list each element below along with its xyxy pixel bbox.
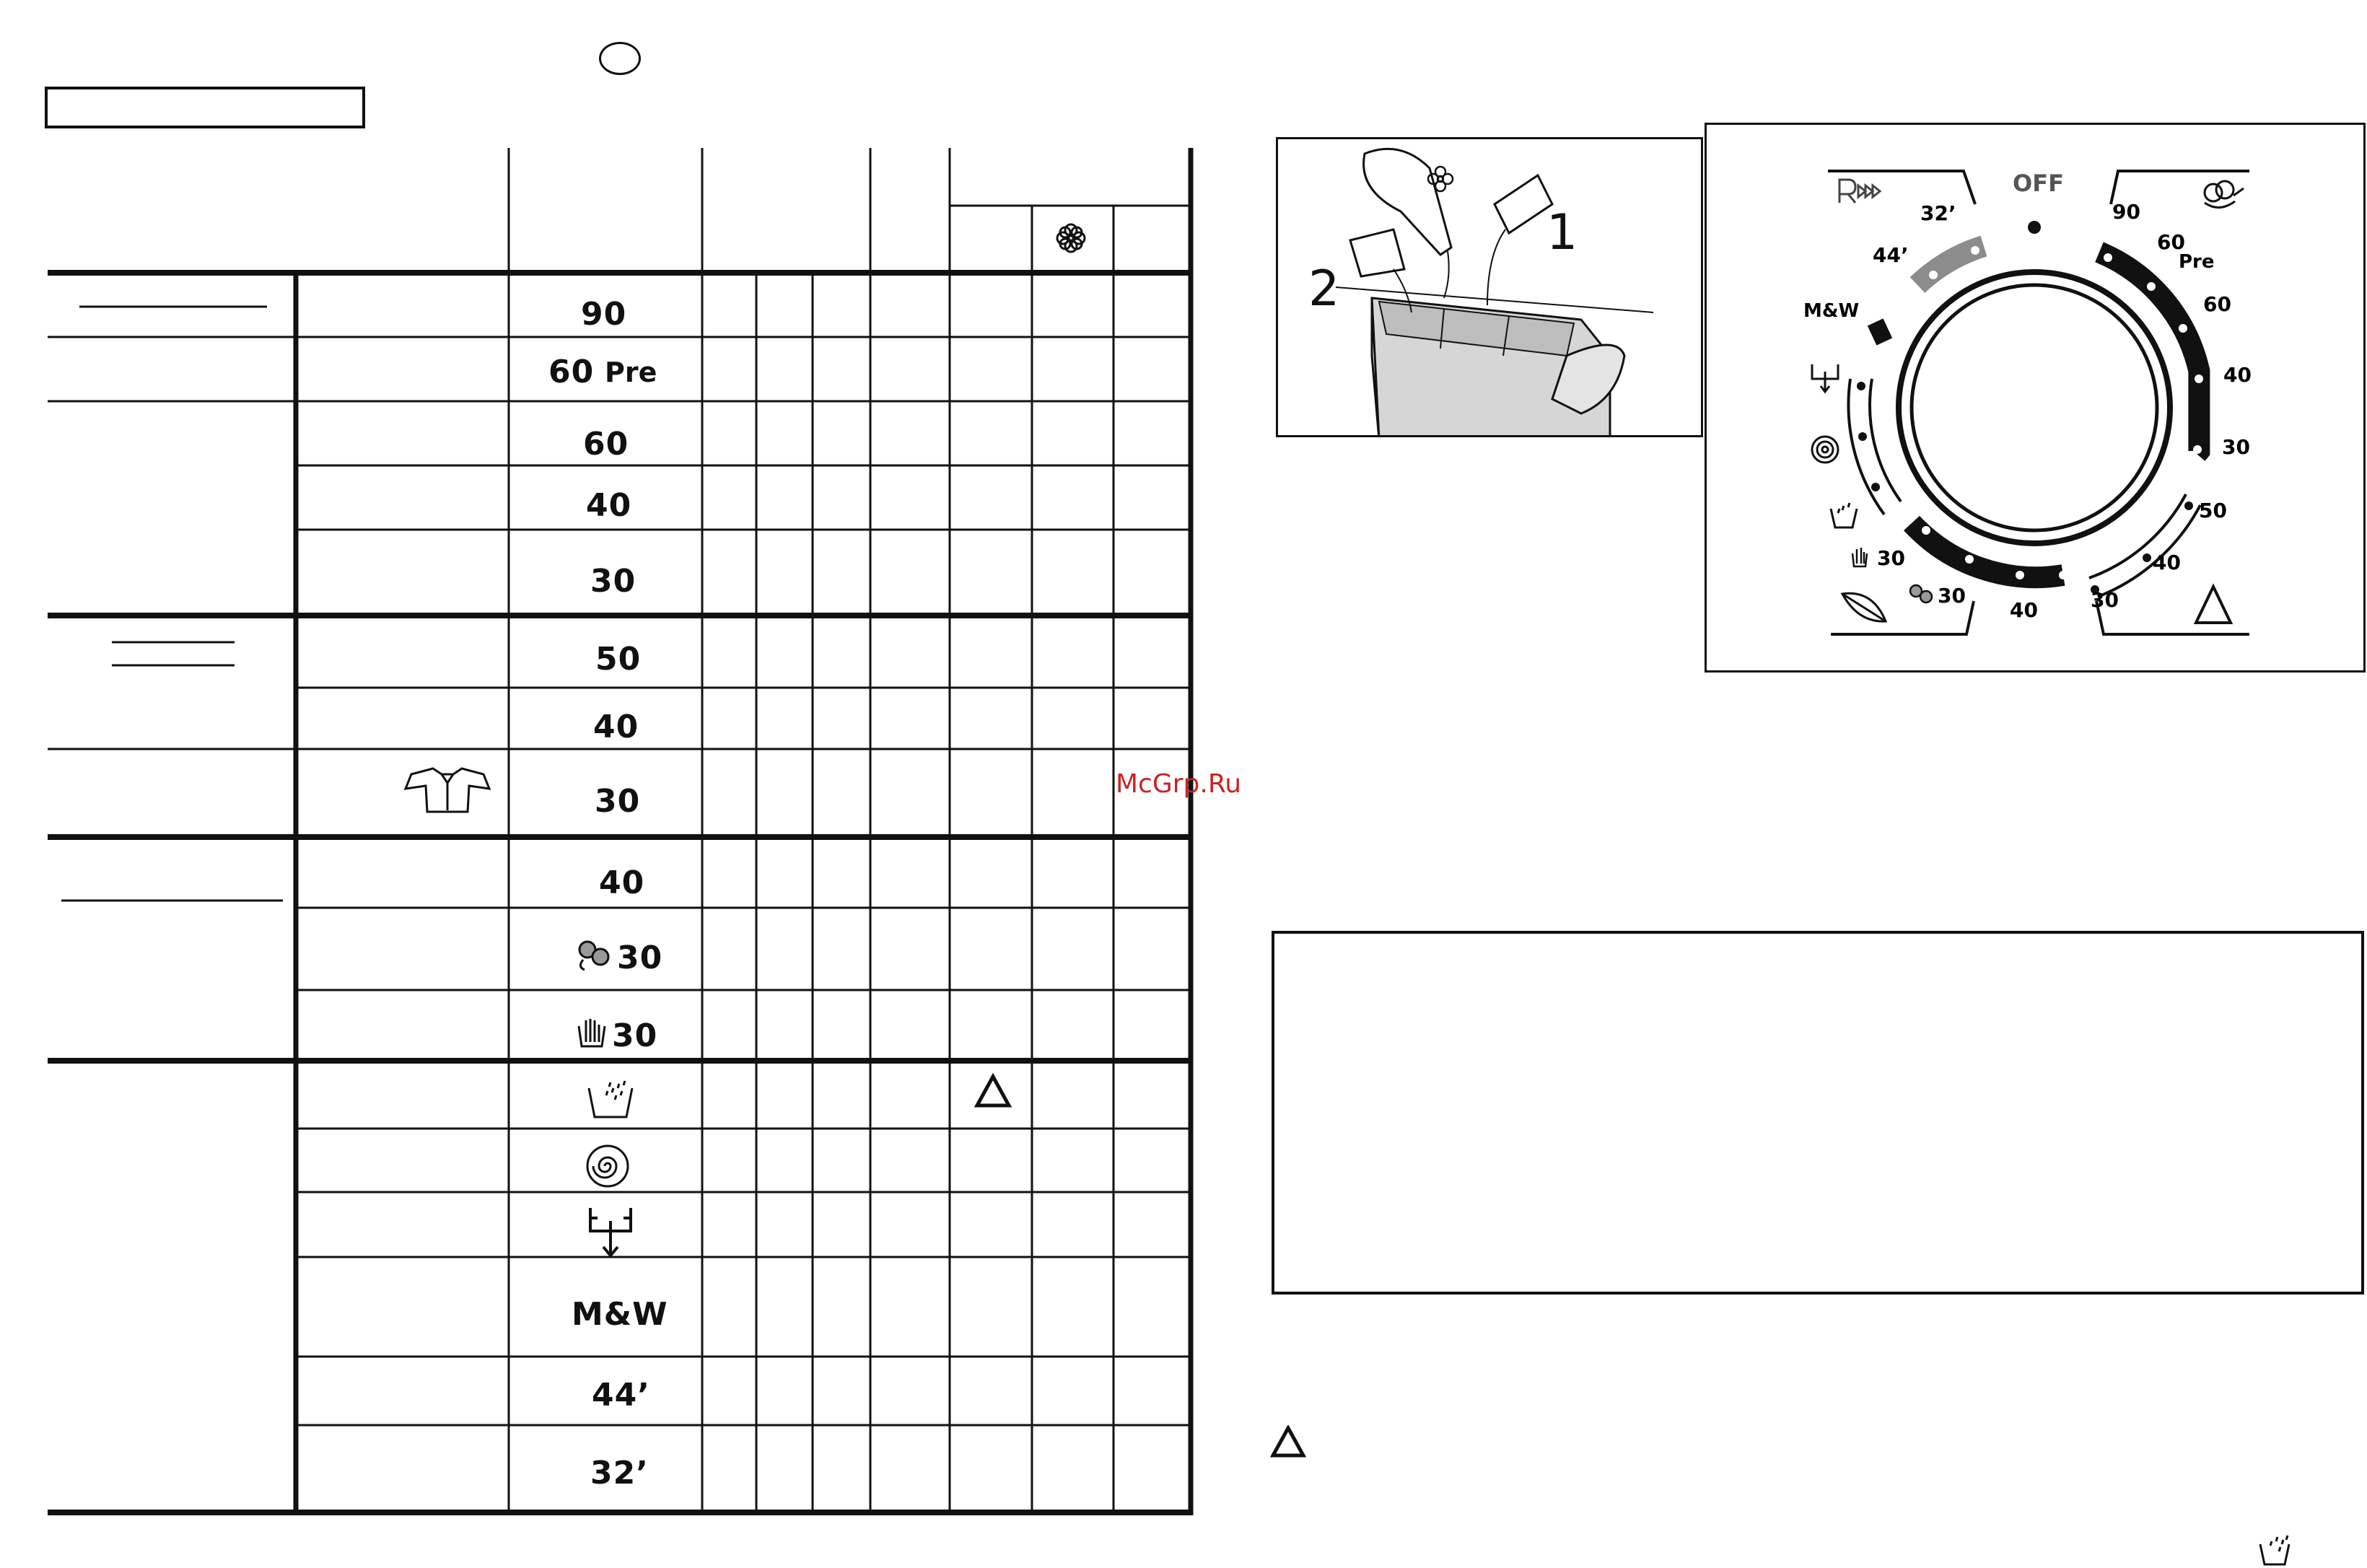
dial-label-60pre: 60	[2157, 230, 2185, 254]
dial-label-wool-30: 30	[1938, 584, 1966, 608]
info-box	[1272, 931, 2364, 1295]
row-mw-label: M&W	[572, 1296, 668, 1333]
dial-label-32: 32’	[1920, 201, 1956, 225]
dial-label-60: 60	[2203, 292, 2231, 316]
feather-icon	[1842, 593, 1886, 621]
wool-yarn-icon	[579, 942, 608, 970]
spin-icon	[1812, 437, 1838, 463]
row-6-temp: 50	[595, 641, 642, 678]
row-2-temp: 60	[548, 354, 595, 390]
row-44-label: 44’	[592, 1377, 650, 1414]
compartment-label-1: 1	[1546, 204, 1578, 261]
row-5-temp: 30	[590, 563, 636, 600]
rinse-icon	[2256, 1534, 2296, 1567]
row-3-temp: 60	[583, 426, 629, 463]
drain-icon	[590, 1208, 631, 1256]
program-dial-panel	[1705, 123, 2366, 673]
dial-label-90: 90	[2112, 200, 2140, 224]
detergent-dispenser-illustration	[1276, 137, 1703, 437]
compartment-label-2: 2	[1308, 260, 1340, 317]
row-7-temp: 40	[593, 709, 639, 745]
watermark: McGrp.Ru	[1116, 769, 1242, 799]
dial-label-del-40: 40	[2010, 598, 2038, 622]
rapid-icon	[1839, 180, 1880, 203]
hand-wash-icon	[1852, 548, 1867, 566]
row-9-temp: 40	[599, 864, 645, 901]
dial-off-label: OFF	[2013, 170, 2064, 197]
flower-softener-icon	[1057, 224, 1085, 252]
dial-label-pre: Pre	[2179, 251, 2215, 273]
dial-label-syn-50: 50	[2199, 499, 2227, 522]
row-11-temp: 30	[612, 1017, 658, 1054]
rinse-icon	[589, 1081, 632, 1117]
drain-icon	[1812, 364, 1838, 392]
wool-yarn-icon	[1910, 585, 1932, 603]
synthetic-triangle-icon	[2196, 587, 2231, 623]
row-32-label: 32’	[590, 1455, 649, 1492]
triangle-warning-icon	[1270, 1425, 1306, 1458]
hand-wash-icon	[579, 1019, 605, 1046]
cotton-icon	[2205, 181, 2244, 208]
row-8-temp: 30	[595, 783, 641, 820]
dial-label-mw: M&W	[1803, 300, 1860, 322]
row-1-temp: 90	[581, 296, 627, 333]
dial-label-hand-30: 30	[1877, 546, 1905, 570]
dial-label-44: 44’	[1873, 243, 1909, 267]
row-4-temp: 40	[586, 487, 632, 524]
shirt-icon	[406, 768, 489, 812]
spin-icon	[587, 1146, 628, 1186]
rinse-icon	[1831, 503, 1857, 527]
dial-label-30: 30	[2222, 435, 2250, 459]
row-2-pre: Pre	[605, 356, 657, 388]
triangle-warning-icon	[977, 1077, 1009, 1105]
dial-label-syn-40: 40	[2153, 551, 2181, 574]
dial-label-syn-30: 30	[2091, 588, 2119, 612]
dial-label-40: 40	[2223, 363, 2252, 387]
row-10-temp: 30	[617, 940, 663, 976]
